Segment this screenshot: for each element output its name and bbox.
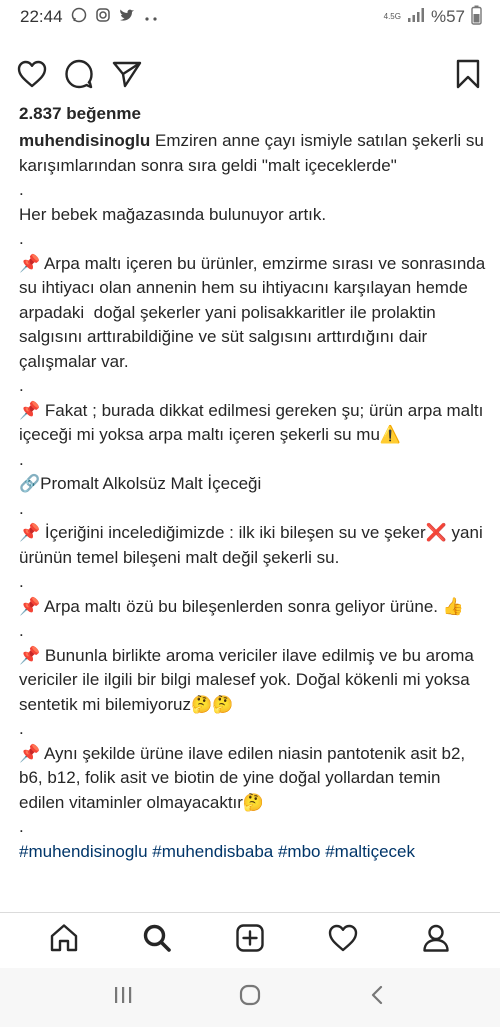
circle-home-icon [239,984,261,1011]
send-icon [112,60,142,93]
caption-line: . [19,621,24,640]
search-icon [142,923,172,958]
caption-username[interactable]: muhendisinoglu [19,131,151,150]
caption-line: . [19,719,24,738]
heart-icon [328,924,358,957]
instagram-icon [95,7,111,27]
caption-line: 📌 Aynı şekilde ürüne ilave edilen niasin pantotenik asit b2, b6, b12, folik asit ve biotin de yine doğal yollardan temin edilen vitaminler olmayacaktır🤔 [19,743,470,812]
caption-line: 🔗Promalt Alkolsüz Malt İçeceği [19,474,262,493]
like-count[interactable]: 2.837 beğenme [19,104,141,123]
nav-profile-button[interactable] [414,919,458,963]
more-notifications-icon [144,9,158,26]
caption-line: 📌 Fakat ; burada dikkat edilmesi gereken şu; ürün arpa maltı içeceği mi yoksa arpa maltı içeren şekerli su mu⚠️ [19,400,489,444]
caption-line: 📌 Arpa maltı özü bu bileşenlerden sonra geliyor ürüne. 👍 [19,596,464,616]
bottom-navigation [0,912,500,968]
system-navigation-bar [0,968,500,1027]
caption-line: . [19,817,24,836]
caption-line: 📌 İçeriğini incelediğimizde : ilk iki bileşen su ve şeker❌ yani ürünün temel bileşeni malt değil şekerli su. [19,523,488,567]
profile-icon [421,923,451,958]
post-action-bar [0,55,500,97]
network-type: 4.5G [383,12,401,21]
back-button[interactable] [357,978,397,1018]
nav-create-button[interactable] [228,919,272,963]
caption-hashtags[interactable]: #muhendisinoglu #muhendisbaba #mbo #maltiçecek [19,841,415,861]
battery-level: %57 [430,7,465,26]
caption-line: . [19,376,24,395]
comment-icon [64,59,94,94]
comment-button[interactable] [62,59,96,93]
status-bar [0,0,500,34]
caption-line: Her bebek mağazasında bulunuyor artık. [19,204,327,224]
signal-icon [407,7,425,28]
caption-line: . [19,572,24,591]
status-left [20,7,158,27]
recent-apps-icon [113,986,133,1009]
bookmark-icon [455,59,481,94]
recent-apps-button[interactable] [103,978,143,1018]
home-system-button[interactable] [230,978,270,1018]
home-icon [49,923,79,958]
plus-square-icon [235,923,265,958]
share-button[interactable] [110,59,144,93]
status-right [384,5,482,30]
caption-line: 📌 Bununla birlikte aroma vericiler ilave edilmiş ve bu aroma vericiler ile ilgili bir bilgi malesef yok. Doğal kökenli mi yoksa sentetik mi bilemiyoruz🤔🤔 [19,645,479,714]
nav-home-button[interactable] [42,919,86,963]
caption-line: 📌 Arpa maltı içeren bu ürünler, emzirme sırası ve sonrasında su ihtiyacı olan annenin hem su ihtiyacını karşılayan hemde arpadaki doğal şekerler yani polisakkaritler ile prolaktin salgısını arttırabildiğine ve süt salgısını arttırdığını dair çalışmalar var. [19,253,490,371]
chevron-left-icon [370,985,384,1010]
caption-first-line [19,129,487,178]
caption-line: Emziren anne çayı ismiyle satılan şekerli su karışımlarından sonra sıra geldi "malt içeceklerde" [19,131,489,175]
save-button[interactable] [451,59,485,93]
like-button[interactable] [15,59,49,93]
battery-icon [471,5,482,30]
heart-icon [17,60,47,93]
caption-line: . [19,498,24,518]
post-caption [19,129,490,864]
nav-activity-button[interactable] [321,919,365,963]
whatsapp-icon [71,7,87,27]
twitter-icon [119,8,136,27]
caption-line: . [19,449,24,469]
nav-search-button[interactable] [135,919,179,963]
caption-line: . [19,180,24,199]
caption-line: . [19,229,24,248]
status-time: 22:44 [20,7,63,26]
